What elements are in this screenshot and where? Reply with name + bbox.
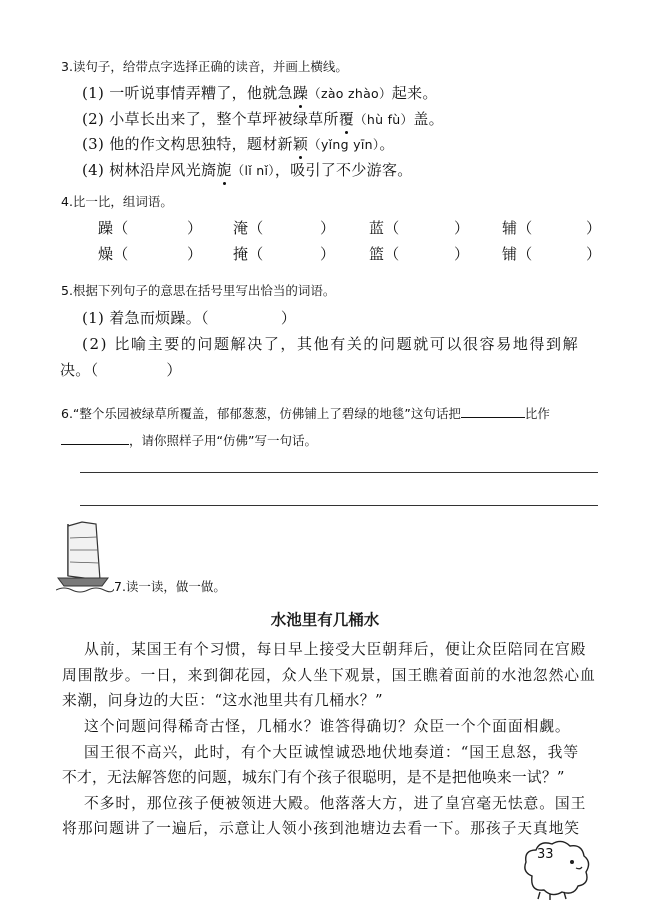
q6-blank-2[interactable]	[61, 444, 129, 445]
q6-compare-word: 比作	[524, 406, 550, 421]
q3-s4-char: 旖	[201, 161, 217, 179]
q6-instruction: ，请你照样子用“仿佛”写一句话。	[129, 433, 317, 448]
story-p3-line-2: 不才，无法解答您的问题，城东门有个孩子很聪明，是不是把他唤来一试？”	[62, 769, 565, 786]
q4-answer-2d[interactable]: ）	[586, 245, 602, 263]
q3-s3-text: 他的作文构思独特，题材新	[109, 135, 293, 153]
q3-s2-text: 小草长出来了，整个草坪被绿草所	[109, 110, 339, 128]
q6-writing-line-1[interactable]	[80, 472, 598, 473]
q4-answer-1a[interactable]: ）	[187, 219, 203, 237]
story-p1-line-1: 从前，某国王有个习惯，每日早上接受大臣朝拜后，便让众臣陪同在宫殿	[84, 641, 587, 658]
q3-s4-number: (4)	[82, 161, 105, 179]
q6-writing-line-2[interactable]	[80, 505, 598, 506]
q3-s4-text-end: ，吸引了不少游客。	[274, 161, 413, 179]
q3-s4-text: 树林沿岸风光	[109, 161, 202, 179]
q7-heading: 7.读一读，做一做。	[114, 579, 226, 594]
q6-blank-1[interactable]	[461, 417, 525, 418]
q4-char-2c: 篮（	[369, 245, 400, 263]
q3-s4-pinyin-choice[interactable]: （lǐ nǐ）	[231, 163, 275, 178]
q4-answer-1b[interactable]: ）	[320, 219, 336, 237]
q5-item-2-line-1: (2) 比喻主要的问题解决了，其他有关的问题就可以很容易地得到解	[82, 335, 580, 353]
q5-item-2-text: 决。（	[60, 361, 99, 379]
q5-item-1-text: (1) 着急而烦躁。（	[82, 309, 209, 327]
q4-answer-1d[interactable]: ）	[586, 219, 602, 237]
q5-heading: 5.根据下列句子的意思在括号里写出恰当的词语。	[61, 283, 336, 298]
q3-s1-dotted-char: 躁	[292, 84, 309, 102]
q4-char-1b: 淹（	[233, 219, 264, 237]
q4-char-2d: 铺（	[502, 245, 533, 263]
q3-sentence-2	[82, 108, 444, 129]
story-p1-line-2: 周围散步。一日，来到御花园，众人坐下观景，国王瞧着面前的水池忽然心血	[62, 667, 596, 684]
q3-s1-pinyin-choice[interactable]: （zào zhào）	[308, 86, 392, 101]
q5-item-1-close: ）	[280, 309, 297, 327]
q4-char-2b: 掩（	[233, 245, 264, 263]
story-p3-line-1: 国王很不高兴，此时，有个大臣诚惶诚恐地伏地奏道：“国王息怒，我等	[84, 744, 580, 761]
story-p1-line-3: 来潮，问身边的大臣：“这水池里共有几桶水？”	[62, 692, 383, 709]
q4-answer-2a[interactable]: ）	[187, 245, 203, 263]
q4-char-2a: 燥（	[98, 245, 129, 263]
q3-heading: 3.读句子，给带点字选择正确的读音，并画上横线。	[61, 59, 348, 74]
story-p4-line-2: 将那问题讲了一遍后，示意让人领小孩到池塘边去看一下。那孩子天真地笑	[62, 820, 580, 837]
q3-s3-dotted-char: 颖	[292, 135, 309, 153]
q5-item-2-close: ）	[166, 361, 182, 379]
q6-line-1	[61, 404, 550, 422]
q3-s2-number: (2)	[82, 110, 105, 128]
q4-heading: 4.比一比，组词语。	[61, 194, 173, 209]
q6-prompt: 6.“整个乐园被绿草所覆盖，郁郁葱葱，仿佛铺上了碧绿的地毯”这句话把	[61, 406, 461, 421]
q4-answer-2b[interactable]: ）	[320, 245, 336, 263]
story-p2-line-1: 这个问题问得稀奇古怪，几桶水？谁答得确切？众臣一个个面面相觑。	[84, 718, 571, 735]
q3-s2-pinyin-choice[interactable]: （hù fù）	[354, 112, 414, 127]
sheep-cloud-icon	[520, 836, 594, 902]
q3-s3-text-end: 。	[379, 135, 395, 153]
sailboat-icon	[56, 520, 114, 594]
q3-sentence-1	[82, 82, 438, 103]
q3-sentence-3	[82, 133, 395, 154]
q3-sentence-4	[82, 159, 413, 180]
page-number: 33	[537, 847, 554, 862]
q4-char-1a: 躁（	[98, 219, 129, 237]
q3-s2-dotted-char: 覆	[338, 110, 355, 128]
story-title: 水池里有几桶水	[270, 611, 380, 629]
q3-s1-text: 一听说事情弄糟了，他就急	[109, 84, 293, 102]
q3-s1-text-end: 起来。	[391, 84, 438, 102]
q3-s1-number: (1)	[82, 84, 105, 102]
q6-line-2	[61, 431, 317, 449]
q4-char-1c: 蓝（	[369, 219, 400, 237]
q4-answer-2c[interactable]: ）	[454, 245, 470, 263]
q3-s3-number: (3)	[82, 135, 105, 153]
q5-item-1	[82, 307, 296, 328]
story-p4-line-1: 不多时，那位孩子便被领进大殿。他落落大方，进了皇宫毫无怯意。国王	[84, 795, 587, 812]
q3-s4-dotted-char: 旎	[216, 161, 232, 179]
q3-s3-pinyin-choice[interactable]: （yǐng yīn）	[308, 137, 380, 152]
q5-item-2-line-2	[60, 359, 182, 380]
q4-char-1d: 辅（	[502, 219, 533, 237]
q4-answer-1c[interactable]: ）	[454, 219, 470, 237]
q3-s2-text-end: 盖。	[413, 110, 444, 128]
